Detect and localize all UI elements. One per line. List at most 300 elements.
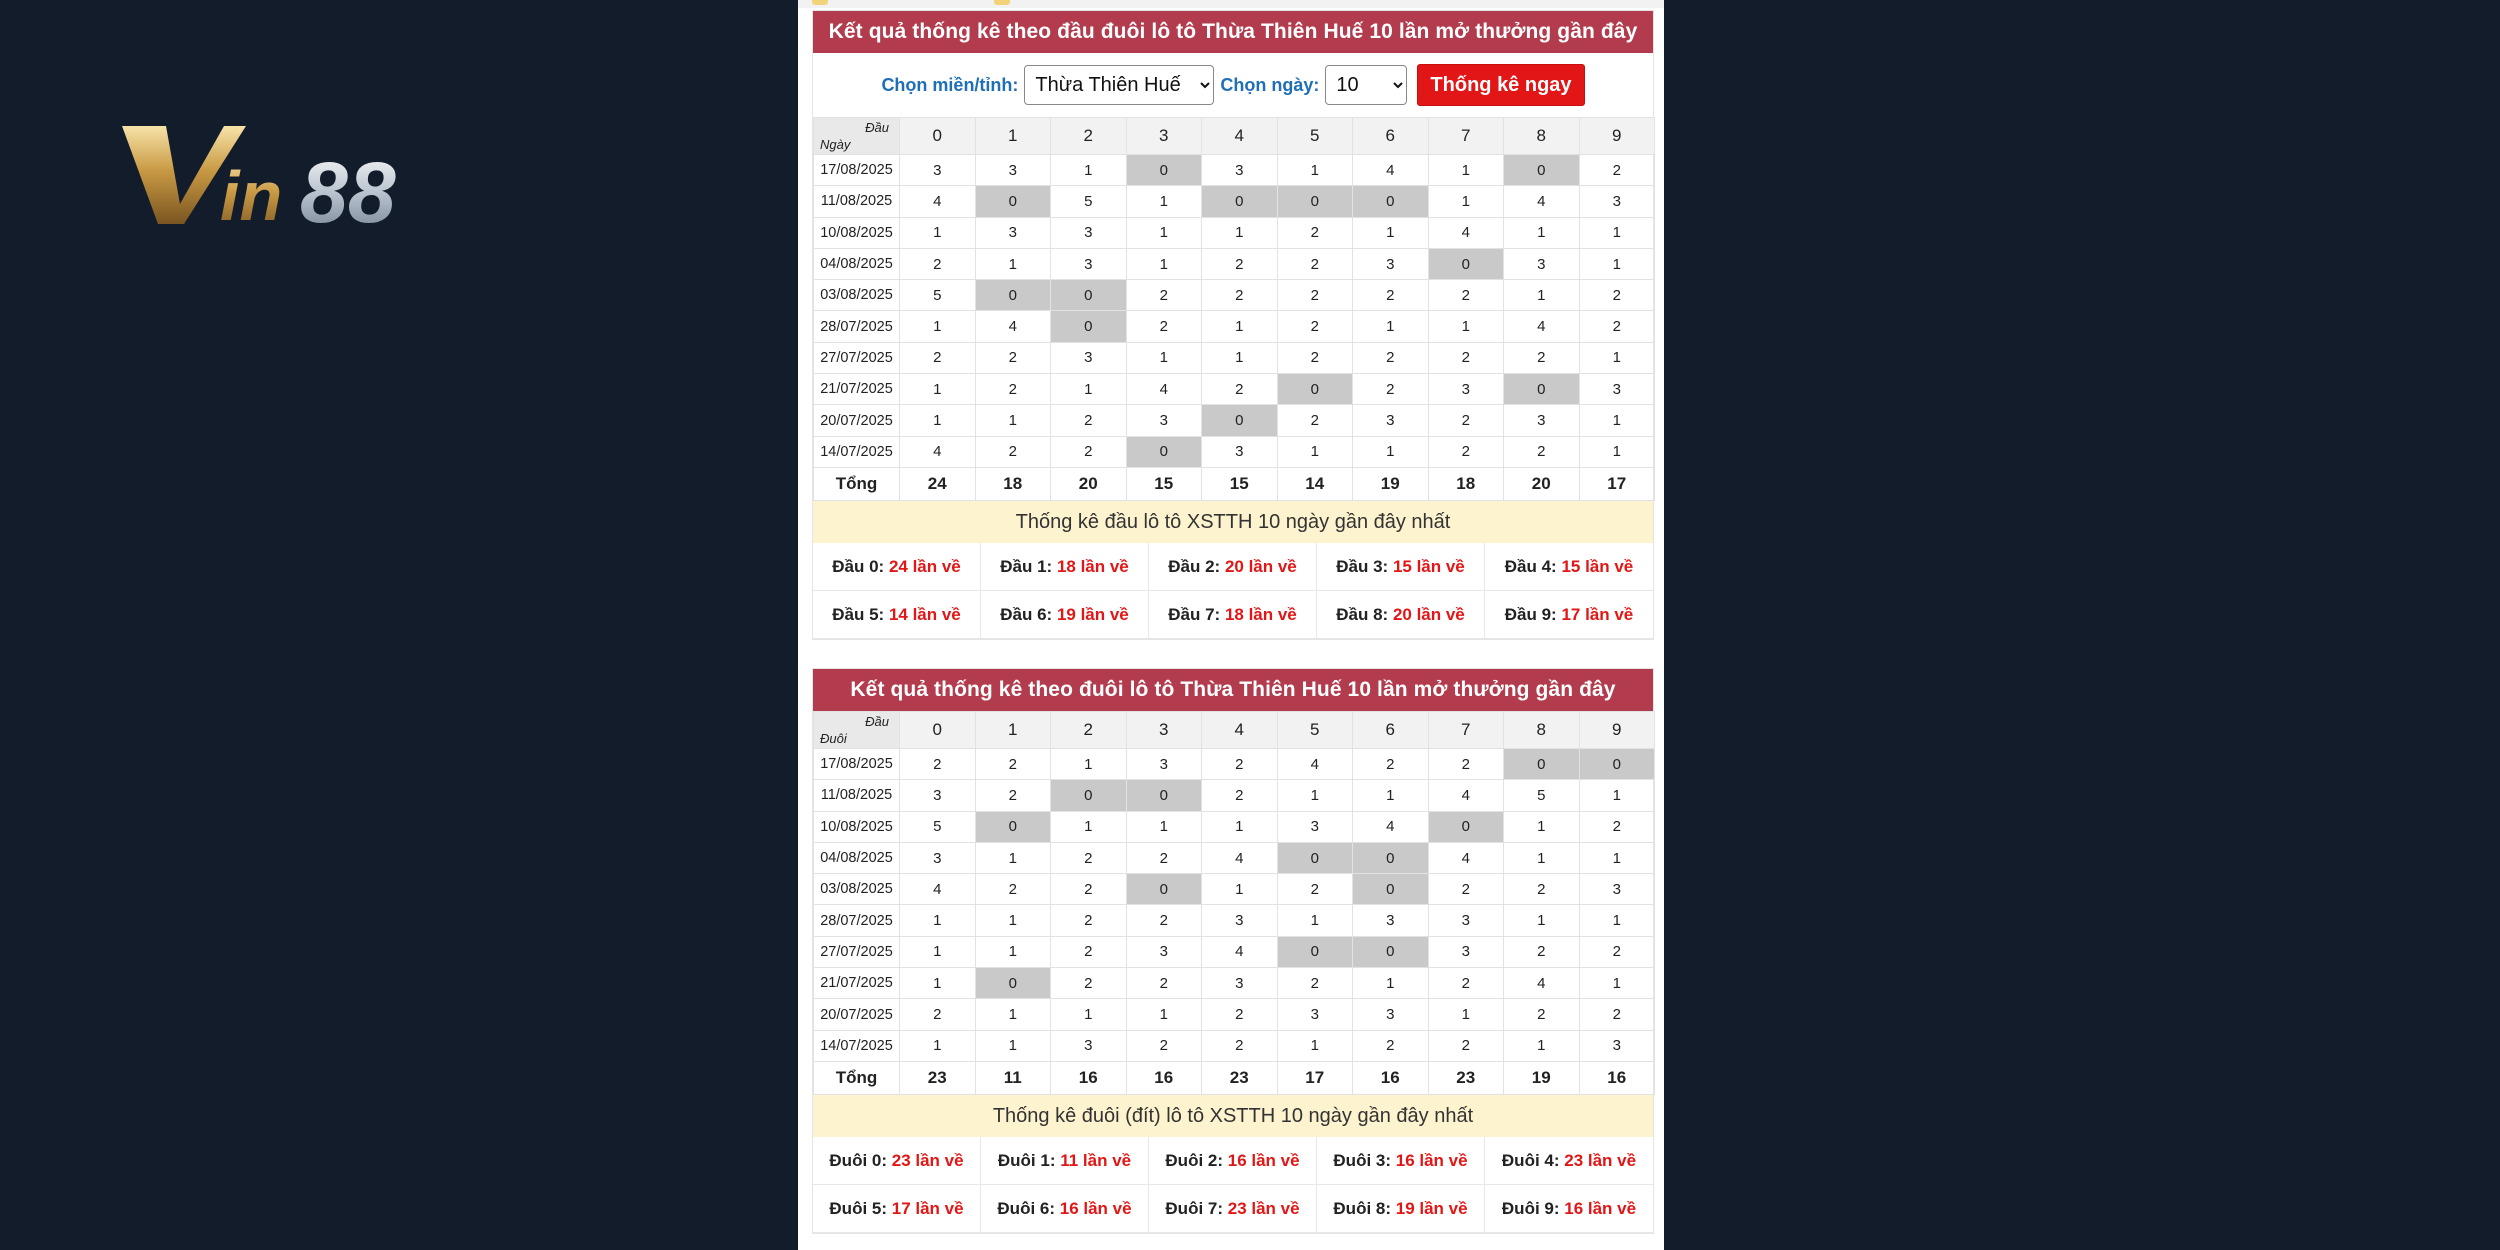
row-date: 04/08/2025 [814, 248, 900, 279]
corner-bottom-label: Đuôi [820, 731, 847, 746]
count-cell: 4 [1504, 186, 1580, 217]
summary-item [1317, 1185, 1485, 1233]
count-cell: 1 [1051, 811, 1127, 842]
count-cell: 3 [1051, 248, 1127, 279]
count-cell: 2 [1051, 968, 1127, 999]
table-row [814, 155, 1655, 186]
count-cell: 2 [975, 874, 1051, 905]
count-cell: 1 [1126, 186, 1202, 217]
summary-item [1149, 543, 1317, 591]
table-row [814, 999, 1655, 1030]
row-date: 10/08/2025 [814, 811, 900, 842]
count-cell: 3 [1051, 342, 1127, 373]
count-cell: 1 [900, 1030, 976, 1061]
count-cell: 1 [1504, 1030, 1580, 1061]
count-cell: 2 [1277, 874, 1353, 905]
province-select[interactable] [1024, 65, 1214, 105]
count-cell: 1 [1202, 811, 1278, 842]
summary-label: Đuôi 7: [1165, 1198, 1224, 1218]
count-cell: 3 [1428, 905, 1504, 936]
row-date: 17/08/2025 [814, 155, 900, 186]
count-cell: 0 [1504, 374, 1580, 405]
table-row [814, 248, 1655, 279]
count-cell: 1 [975, 842, 1051, 873]
column-header: 2 [1051, 712, 1127, 749]
row-date: 28/07/2025 [814, 311, 900, 342]
count-cell: 3 [1353, 248, 1429, 279]
count-cell: 4 [1202, 936, 1278, 967]
count-cell: 0 [1202, 186, 1278, 217]
count-cell: 1 [975, 905, 1051, 936]
count-cell: 3 [1051, 217, 1127, 248]
count-cell: 3 [1504, 405, 1580, 436]
total-cell: 20 [1051, 467, 1127, 500]
summary-label: Đuôi 0: [829, 1150, 888, 1170]
count-cell: 1 [900, 217, 976, 248]
count-cell: 1 [1428, 999, 1504, 1030]
total-cell: 15 [1126, 467, 1202, 500]
count-cell: 1 [1051, 999, 1127, 1030]
count-cell: 0 [975, 280, 1051, 311]
head-stats-title: Kết quả thống kê theo đầu đuôi lô tô Thừa Thiên Huế 10 lần mở thưởng gần đây [813, 11, 1653, 53]
table-row [814, 186, 1655, 217]
count-cell: 4 [900, 874, 976, 905]
row-date: 20/07/2025 [814, 405, 900, 436]
logo-88-text: 88 [300, 145, 396, 241]
summary-item [981, 1185, 1149, 1233]
count-cell: 1 [1579, 436, 1655, 467]
count-cell: 3 [1353, 905, 1429, 936]
count-cell: 2 [1051, 436, 1127, 467]
count-cell: 5 [1504, 780, 1580, 811]
count-cell: 1 [1579, 968, 1655, 999]
table-corner-cell [814, 712, 900, 749]
count-cell: 1 [1202, 342, 1278, 373]
count-cell: 1 [975, 999, 1051, 1030]
table-row [814, 217, 1655, 248]
count-cell: 1 [1202, 217, 1278, 248]
count-cell: 0 [1277, 374, 1353, 405]
column-header: 7 [1428, 712, 1504, 749]
column-header: 6 [1353, 712, 1429, 749]
tail-summary-title: Thống kê đuôi (đít) lô tô XSTTH 10 ngày gần đây nhất [813, 1095, 1653, 1137]
count-cell: 2 [1579, 280, 1655, 311]
column-header: 0 [900, 118, 976, 155]
row-date: 27/07/2025 [814, 936, 900, 967]
summary-label: Đầu 4: [1504, 556, 1557, 576]
summary-value: 15 lần về [1392, 556, 1465, 576]
count-cell: 2 [1353, 374, 1429, 405]
summary-label: Đuôi 1: [997, 1150, 1056, 1170]
count-cell: 5 [1051, 186, 1127, 217]
count-cell: 2 [1202, 999, 1278, 1030]
summary-value: 20 lần về [1392, 604, 1465, 624]
count-cell: 1 [1579, 780, 1655, 811]
count-cell: 2 [1202, 248, 1278, 279]
summary-item [813, 1185, 981, 1233]
summary-value: 19 lần về [1056, 604, 1129, 624]
total-cell: 11 [975, 1061, 1051, 1094]
total-label: Tổng [814, 1061, 900, 1094]
count-cell: 1 [975, 936, 1051, 967]
summary-item [981, 543, 1149, 591]
count-cell: 1 [1579, 405, 1655, 436]
summary-item [1149, 1137, 1317, 1185]
count-cell: 1 [1579, 217, 1655, 248]
count-cell: 1 [1579, 248, 1655, 279]
count-cell: 1 [1126, 811, 1202, 842]
table-row [814, 1030, 1655, 1061]
count-cell: 0 [1579, 749, 1655, 780]
count-cell: 2 [1504, 936, 1580, 967]
count-cell: 3 [1277, 999, 1353, 1030]
count-cell: 2 [1428, 968, 1504, 999]
corner-bottom-label: Ngày [820, 137, 851, 152]
count-cell: 2 [1126, 905, 1202, 936]
table-row [814, 374, 1655, 405]
count-cell: 0 [1051, 780, 1127, 811]
summary-value: 11 lần về [1060, 1150, 1132, 1170]
table-row [814, 905, 1655, 936]
count-cell: 5 [900, 280, 976, 311]
summary-value: 14 lần về [888, 604, 961, 624]
count-cell: 2 [1428, 342, 1504, 373]
summary-value: 16 lần về [1395, 1150, 1468, 1170]
head-stats-table [813, 117, 1655, 501]
column-header: 1 [975, 118, 1051, 155]
summary-value: 23 lần về [891, 1150, 964, 1170]
count-cell: 2 [1504, 342, 1580, 373]
count-cell: 4 [1428, 780, 1504, 811]
total-cell: 17 [1277, 1061, 1353, 1094]
summary-label: Đầu 5: [832, 604, 885, 624]
count-cell: 4 [1126, 374, 1202, 405]
count-cell: 1 [1353, 311, 1429, 342]
summary-item [1317, 591, 1485, 639]
summary-item [1485, 591, 1653, 639]
count-cell: 3 [975, 217, 1051, 248]
count-cell: 1 [1277, 436, 1353, 467]
summary-label: Đầu 6: [1000, 604, 1053, 624]
row-date: 10/08/2025 [814, 217, 900, 248]
table-row [814, 936, 1655, 967]
count-cell: 3 [1504, 248, 1580, 279]
table-row [814, 436, 1655, 467]
count-cell: 0 [1202, 405, 1278, 436]
summary-item [813, 1137, 981, 1185]
row-date: 20/07/2025 [814, 999, 900, 1030]
summary-item [981, 1137, 1149, 1185]
count-cell: 1 [1051, 749, 1127, 780]
vin88-logo [122, 112, 482, 242]
total-cell: 23 [1202, 1061, 1278, 1094]
count-cell: 4 [1504, 311, 1580, 342]
count-cell: 2 [1202, 749, 1278, 780]
count-cell: 1 [1126, 342, 1202, 373]
summary-item [1149, 591, 1317, 639]
summary-item [1485, 1137, 1653, 1185]
count-cell: 2 [1051, 405, 1127, 436]
province-label: Chọn miền/tỉnh: [881, 74, 1019, 95]
count-cell: 3 [1202, 436, 1278, 467]
row-date: 11/08/2025 [814, 780, 900, 811]
count-cell: 2 [1504, 999, 1580, 1030]
count-cell: 2 [975, 342, 1051, 373]
row-date: 21/07/2025 [814, 968, 900, 999]
count-cell: 3 [1428, 374, 1504, 405]
count-cell: 2 [1504, 874, 1580, 905]
count-cell: 1 [1504, 811, 1580, 842]
summary-value: 15 lần về [1561, 556, 1634, 576]
count-cell: 1 [975, 405, 1051, 436]
count-cell: 2 [900, 999, 976, 1030]
filter-bar [813, 53, 1653, 117]
summary-label: Đuôi 4: [1501, 1150, 1560, 1170]
summary-item [1317, 543, 1485, 591]
summary-label: Đầu 3: [1336, 556, 1389, 576]
summary-label: Đuôi 6: [997, 1198, 1056, 1218]
table-row [814, 968, 1655, 999]
count-cell: 3 [1277, 811, 1353, 842]
total-cell: 19 [1353, 467, 1429, 500]
count-cell: 0 [975, 968, 1051, 999]
count-cell: 2 [1051, 842, 1127, 873]
summary-item [1485, 1185, 1653, 1233]
count-cell: 3 [1579, 186, 1655, 217]
count-cell: 2 [1202, 1030, 1278, 1061]
table-row [814, 811, 1655, 842]
column-header: 8 [1504, 712, 1580, 749]
corner-top-label: Đầu [865, 120, 889, 135]
count-cell: 1 [1126, 248, 1202, 279]
row-date: 17/08/2025 [814, 749, 900, 780]
count-cell: 1 [975, 1030, 1051, 1061]
total-cell: 16 [1126, 1061, 1202, 1094]
count-cell: 2 [1353, 342, 1429, 373]
count-cell: 2 [900, 342, 976, 373]
count-cell: 1 [1428, 311, 1504, 342]
total-row [814, 467, 1655, 500]
column-header: 5 [1277, 712, 1353, 749]
count-cell: 0 [1277, 842, 1353, 873]
count-cell: 0 [1126, 780, 1202, 811]
column-header: 9 [1579, 712, 1655, 749]
total-cell: 17 [1579, 467, 1655, 500]
table-row [814, 780, 1655, 811]
count-cell: 4 [1353, 811, 1429, 842]
summary-value: 19 lần về [1395, 1198, 1468, 1218]
row-date: 11/08/2025 [814, 186, 900, 217]
summary-value: 16 lần về [1564, 1198, 1637, 1218]
total-cell: 18 [1428, 467, 1504, 500]
count-cell: 2 [1202, 280, 1278, 311]
count-cell: 2 [1277, 405, 1353, 436]
count-cell: 1 [900, 405, 976, 436]
count-cell: 1 [1353, 780, 1429, 811]
count-cell: 1 [900, 311, 976, 342]
summary-label: Đuôi 3: [1333, 1150, 1392, 1170]
summary-label: Đuôi 8: [1333, 1198, 1392, 1218]
count-cell: 2 [1428, 280, 1504, 311]
total-cell: 19 [1504, 1061, 1580, 1094]
summary-item [813, 543, 981, 591]
row-date: 14/07/2025 [814, 436, 900, 467]
statistics-panel [798, 0, 1664, 1250]
count-cell: 1 [1353, 217, 1429, 248]
column-header: 8 [1504, 118, 1580, 155]
column-header: 6 [1353, 118, 1429, 155]
count-cell: 1 [1504, 280, 1580, 311]
count-cell: 0 [1051, 280, 1127, 311]
summary-value: 17 lần về [891, 1198, 964, 1218]
total-cell: 24 [900, 467, 976, 500]
count-cell: 1 [1428, 155, 1504, 186]
column-header: 4 [1202, 712, 1278, 749]
count-cell: 0 [1353, 842, 1429, 873]
count-cell: 0 [1126, 874, 1202, 905]
table-row [814, 405, 1655, 436]
count-cell: 0 [1277, 186, 1353, 217]
count-cell: 2 [1126, 311, 1202, 342]
summary-value: 18 lần về [1224, 604, 1297, 624]
count-cell: 2 [1353, 749, 1429, 780]
summary-value: 23 lần về [1227, 1198, 1300, 1218]
total-cell: 16 [1051, 1061, 1127, 1094]
row-date: 14/07/2025 [814, 1030, 900, 1061]
count-cell: 2 [1579, 936, 1655, 967]
head-stats-section [812, 10, 1654, 640]
count-cell: 3 [1428, 936, 1504, 967]
table-header-row [814, 118, 1655, 155]
count-cell: 2 [1202, 374, 1278, 405]
count-cell: 2 [1353, 1030, 1429, 1061]
column-header: 0 [900, 712, 976, 749]
summary-label: Đuôi 9: [1501, 1198, 1560, 1218]
tail-summary-grid [813, 1137, 1653, 1233]
table-row [814, 749, 1655, 780]
count-cell: 1 [1579, 842, 1655, 873]
count-cell: 2 [1051, 936, 1127, 967]
count-cell: 1 [1126, 999, 1202, 1030]
count-cell: 2 [1126, 968, 1202, 999]
table-row [814, 311, 1655, 342]
count-cell: 4 [1353, 155, 1429, 186]
count-cell: 3 [1126, 936, 1202, 967]
summary-value: 18 lần về [1056, 556, 1129, 576]
table-row [814, 874, 1655, 905]
count-cell: 0 [1504, 155, 1580, 186]
summary-item [1317, 1137, 1485, 1185]
count-cell: 2 [1277, 968, 1353, 999]
count-cell: 2 [1051, 905, 1127, 936]
row-date: 03/08/2025 [814, 280, 900, 311]
count-cell: 1 [1504, 905, 1580, 936]
count-cell: 2 [1428, 436, 1504, 467]
count-cell: 3 [975, 155, 1051, 186]
count-cell: 3 [900, 155, 976, 186]
count-cell: 4 [975, 311, 1051, 342]
column-header: 2 [1051, 118, 1127, 155]
count-cell: 2 [1504, 436, 1580, 467]
count-cell: 2 [1579, 999, 1655, 1030]
column-header: 5 [1277, 118, 1353, 155]
count-cell: 0 [1051, 311, 1127, 342]
total-cell: 23 [1428, 1061, 1504, 1094]
count-cell: 2 [1428, 749, 1504, 780]
days-select[interactable] [1325, 65, 1407, 105]
count-cell: 2 [1428, 1030, 1504, 1061]
total-cell: 16 [1353, 1061, 1429, 1094]
count-cell: 0 [1353, 186, 1429, 217]
total-cell: 20 [1504, 467, 1580, 500]
count-cell: 4 [900, 186, 976, 217]
count-cell: 0 [1353, 936, 1429, 967]
summary-item [1485, 543, 1653, 591]
summary-value: 24 lần về [888, 556, 961, 576]
count-cell: 2 [1277, 248, 1353, 279]
count-cell: 2 [1277, 280, 1353, 311]
count-cell: 1 [1504, 217, 1580, 248]
count-cell: 3 [1202, 968, 1278, 999]
count-cell: 3 [1353, 999, 1429, 1030]
row-date: 27/07/2025 [814, 342, 900, 373]
count-cell: 2 [1428, 405, 1504, 436]
count-cell: 1 [975, 248, 1051, 279]
count-cell: 2 [1579, 155, 1655, 186]
count-cell: 1 [1126, 217, 1202, 248]
count-cell: 1 [1202, 311, 1278, 342]
count-cell: 4 [1428, 217, 1504, 248]
row-date: 04/08/2025 [814, 842, 900, 873]
summary-item [813, 591, 981, 639]
column-header: 4 [1202, 118, 1278, 155]
row-date: 21/07/2025 [814, 374, 900, 405]
summary-item [981, 591, 1149, 639]
count-cell: 3 [1353, 405, 1429, 436]
summary-value: 23 lần về [1564, 1150, 1637, 1170]
head-summary-title: Thống kê đầu lô tô XSTTH 10 ngày gần đây nhất [813, 501, 1653, 543]
row-date: 03/08/2025 [814, 874, 900, 905]
run-stats-button[interactable]: Thống kê ngay [1417, 64, 1584, 106]
count-cell: 0 [1504, 749, 1580, 780]
total-cell: 23 [900, 1061, 976, 1094]
total-cell: 15 [1202, 467, 1278, 500]
count-cell: 1 [1353, 436, 1429, 467]
table-row [814, 842, 1655, 873]
column-header: 9 [1579, 118, 1655, 155]
count-cell: 1 [1428, 186, 1504, 217]
summary-label: Đầu 7: [1168, 604, 1221, 624]
summary-label: Đuôi 2: [1165, 1150, 1224, 1170]
count-cell: 2 [975, 749, 1051, 780]
summary-value: 20 lần về [1224, 556, 1297, 576]
count-cell: 2 [1126, 280, 1202, 311]
summary-label: Đầu 8: [1336, 604, 1389, 624]
count-cell: 4 [1202, 842, 1278, 873]
total-label: Tổng [814, 467, 900, 500]
count-cell: 4 [1277, 749, 1353, 780]
summary-value: 17 lần về [1561, 604, 1634, 624]
column-header: 3 [1126, 712, 1202, 749]
count-cell: 2 [900, 248, 976, 279]
count-cell: 1 [1504, 842, 1580, 873]
summary-value: 16 lần về [1227, 1150, 1300, 1170]
count-cell: 1 [900, 968, 976, 999]
count-cell: 1 [900, 905, 976, 936]
count-cell: 5 [900, 811, 976, 842]
column-header: 1 [975, 712, 1051, 749]
count-cell: 4 [1504, 968, 1580, 999]
